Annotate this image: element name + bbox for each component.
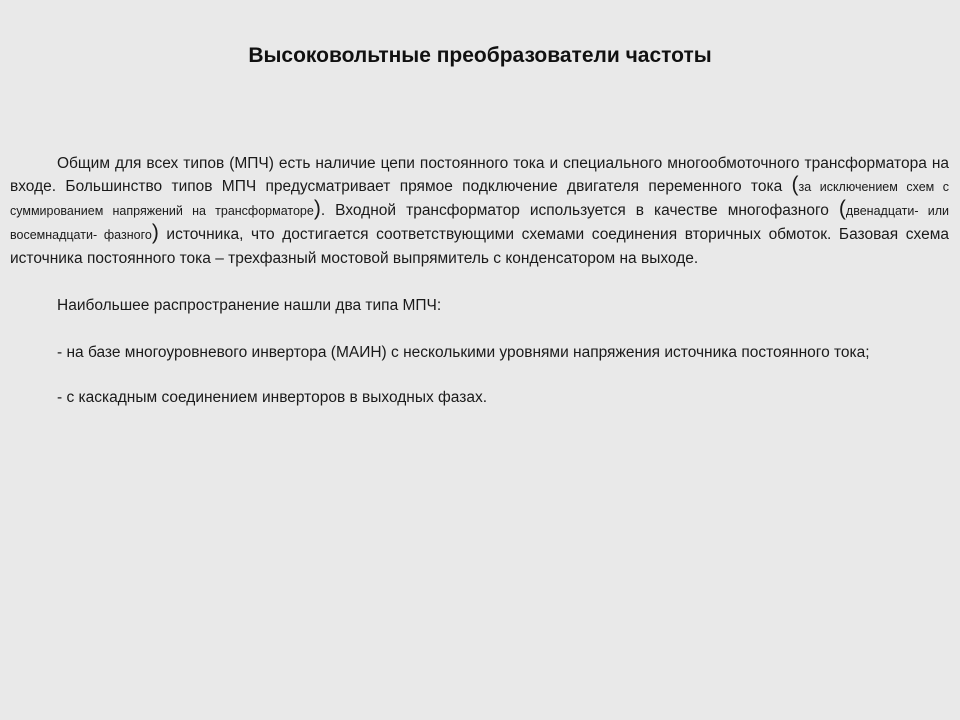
list-item: - на базе многоуровневого инвертора (МАИН) с несколькими уровнями напряжения источника постоянного тока; (57, 344, 870, 361)
slide-body (10, 152, 949, 409)
intro-text-part2: . Входной трансформатор используется в качестве многофазного (320, 202, 839, 219)
close-paren-1: ) (313, 197, 321, 220)
close-paren-2: ) (151, 221, 159, 244)
intro-text-part3: источника, что достигается соответствующими схемами соединения вторичных обмоток. Базовая схема источника постоянного тока – трехфазный мостовой выпрямитель с конденсатором на выходе. (10, 226, 949, 267)
intro-paragraph (10, 152, 949, 270)
note-exception: за исключением схем с суммированием напряжений на трансформаторе (10, 180, 949, 218)
intro-text-part1: Общим для всех типов (МПЧ) есть наличие цепи постоянного тока и специального многообмоточного трансформатора на входе. Большинство типов МПЧ предусматривает прямое подключение двигателя переменного тока (10, 155, 949, 195)
open-paren-2: ( (838, 197, 846, 220)
slide-title: Высоковольтные преобразователи частоты (248, 44, 712, 67)
note-phases: двенадцати- или восемнадцати- фазного (10, 204, 949, 242)
list-item: - с каскадным соединением инверторов в выходных фазах. (57, 389, 488, 406)
types-heading-paragraph: Наибольшее распространение нашли два типа МПЧ: (57, 297, 442, 314)
open-paren-1: ( (791, 173, 799, 196)
